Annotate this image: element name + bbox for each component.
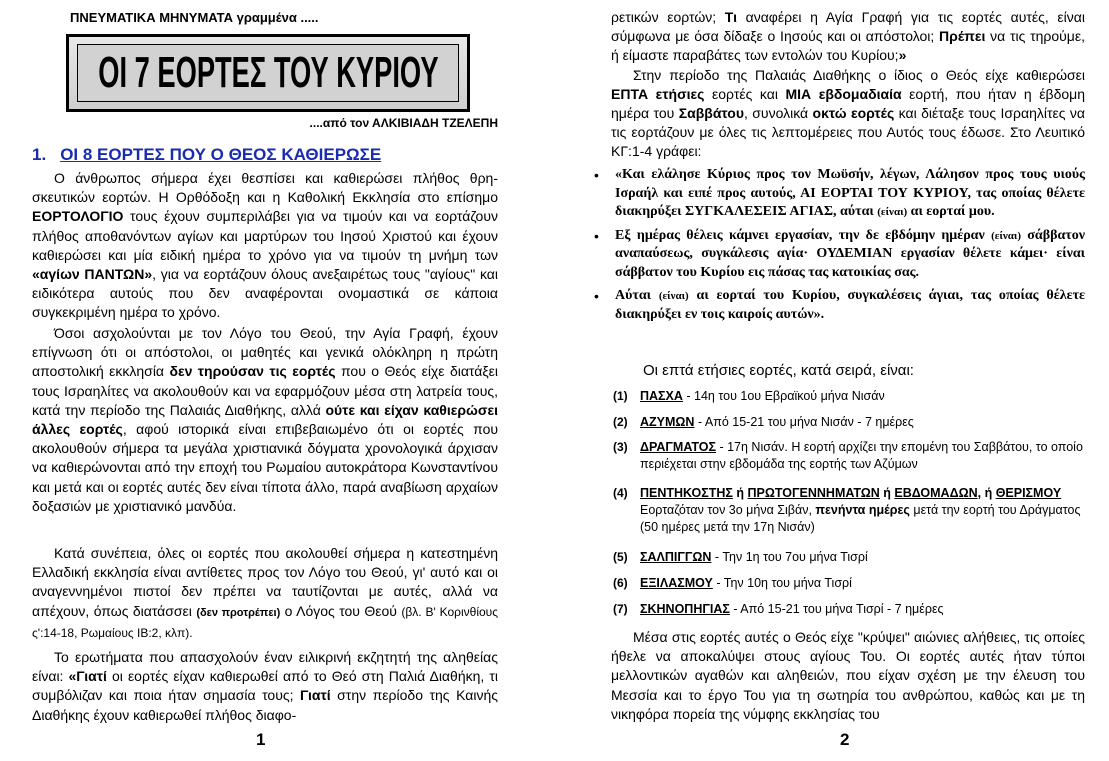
paragraph-1: Ο άνθρωπος σήμερα έχει θεσπίσει και καθιερώσει πλήθος θρησκευτικών εορτών. Η Ορθόδοξη και η Καθολική Εκκλησία στο επίσημο ΕΟΡΤΟΛΟΓΙΟ τους έχουν συμπεριλάβει για να τιμούν και να εορτάζουν πλήθος αποθανόντων αγίων και μαρτύρων του Ιησού Χριστού και έχουν καθιερώσει και μία ειδική ημέρα το χρόνο για να τιμούν τη μνήμη των «αγίων ΠΑΝΤΩΝ», για να εορτάζουν όλους ανεξαιρέτως τους "αγίους" και ειδικότερα αυτούς που δεν αναφέρονται ονομαστικά σε κάποια συγκεκριμένη ημέρα το χρόνο. xyxy=(32,170,499,321)
scripture-quote-2: • Εξ ημέρας θέλεις κάμνει εργασίαν, την δε εβδόμην ημέραν (είναι) σάββατον αναπαύσεως, συγκάλεσις αγία· ΟΥΔΕΜΙΑΝ εργασίαν θέλετε κάμει· είναι σάββατον του Κυρίου εις πάσας τας κατοικίας σας. xyxy=(615,227,1085,283)
section-heading xyxy=(32,145,381,165)
section-title: ΟΙ 8 ΕΟΡΤΕΣ ΠΟΥ Ο ΘΕΟΣ ΚΑΘΙΕΡΩΣΕ xyxy=(60,145,382,164)
feast-desc: - Την 10η του μήνα Τισρί xyxy=(712,576,852,590)
feast-name: ΠΡΩΤΟΓΕΝΝΗΜΑΤΩΝ xyxy=(747,486,880,500)
feast-desc: - 14η του 1ου Εβραϊκού μήνα Νισάν xyxy=(682,389,885,403)
paragraph-5: ρετικών εορτών; Τι αναφέρει η Αγία Γραφή για τις εορτές αυτές, είναι σύμφωνα με όσα δίδαξε ο Ιησούς και οι απόστολοι; Πρέπει να τις τηρούμε, ή είμαστε παραβάτες των εντολών του Κυρίου;» Στην περίοδο της Παλαιάς Διαθήκης ο ίδιος ο Θεός είχε καθιερώσει ΕΠΤΑ ετήσιες εορτές και ΜΙΑ εβδομαδιαία εορτή, που ήταν η έβδομη ημέρα του Σαββάτου, συνολικά οκτώ εορτές και διέταξε τους Ισραηλίτες να τις εορτάζουν με όλες τις λεπτομέρειες που Αυτός τους έδωσε. Στο Λευιτικό ΚΓ:1-4 γράφει: xyxy=(611,9,1086,160)
feast-number: (2) xyxy=(613,415,628,429)
feast-desc-bold: πενήντα ημέρες xyxy=(815,503,910,517)
feast-name: ΠΑΣΧΑ xyxy=(640,389,683,403)
feast-name: ΑΖΥΜΩΝ xyxy=(640,415,695,429)
feast-number: (7) xyxy=(613,602,628,616)
paragraph-4: Το ερωτήματα που απασχολούν έναν ειλικρινή εκζητητή της αληθείας είναι: «Γιατί οι εορτές είχαν καθιερωθεί από το Θεό στη Παλιά Διαθήκη, τι συμβόλιζαν και ποια ήταν σημασία τους; Γιατί στην περίοδο της Καινής Διαθήκης έχουν καθιερωθεί πλήθος διαφο- xyxy=(32,649,498,723)
feast-name: ΣΑΛΠΙΓΓΩΝ xyxy=(640,550,712,564)
page-number-left: 1 xyxy=(256,730,266,749)
feast-separator: ή xyxy=(732,486,748,500)
paragraph-6: Μέσα στις εορτές αυτές ο Θεός είχε "κρύψει" αιώνιες αλήθειες, τις οποίες ήθελε να αποκαλύψει στους αγίους Του. Οι εορτές αυτές ήταν τύποι μελλοντικών αγαθών και αληθειών, που είχαν σχέση με την έλευση του Μεσσία και το έργο Του για τη σωτηρία του ανθρώπου, καθώς και με τη νικηφόρα πορεία της νύμφης εκκλησίας του xyxy=(611,629,1085,722)
feasts-intro: Οι επτά ετήσιες εορτές, κατά σειρά, είναι: xyxy=(643,362,914,379)
feast-desc: Εορταζόταν τον 3ο μήνα Σιβάν, xyxy=(640,503,816,517)
feast-desc: μετά την εορτή του Δράγματος (50 ημέρες μετά την 17η Νισάν) xyxy=(640,503,1081,534)
document-title: ΟΙ 7 ΕΟΡΤΕΣ ΤΟΥ ΚΥΡΙΟΥ xyxy=(97,48,439,97)
left-page xyxy=(0,0,554,761)
scripture-quote-3: • Αύται (είναι) αι εορταί του Κυρίου, συγκαλέσεις άγιαι, τας οποίας θέλετε διακηρύξει εν τοις καιροίς αυτών». xyxy=(615,287,1085,324)
header-series: ΠΝΕΥΜΑΤΙΚΑ ΜΗΝΥΜΑΤΑ γραμμένα ..... xyxy=(70,10,319,25)
title-banner-inner xyxy=(77,44,459,102)
paragraph-2: Όσοι ασχολούνται με τον Λόγο του Θεού, την Αγία Γραφή, έχουν επίγνωση ότι οι απόστολοι, οι μαθητές και γενικά ολόκληρη η πρώτη αποστολική εκκλησία δεν τηρούσαν τις εορτές που ο Θεός είχε διατάξει τους Ισραηλίτες να ακολουθούν και να εφαρμόζουν μέσα στη λατρεία τους, κατά την περίοδο της Παλαιάς Διαθήκης, αλλά ούτε και είχαν καθιερώσει άλλες εορτές, αφού ιστορικά είναι επιβεβαιωμένο ότι οι εορτές που ακολουθούν σήμερα τα μεγάλα χριστιανικά δόγματα χρονολογικά άρχισαν να καθιερώνονται από την εποχή του Ρωμαίου αυτοκράτορα Κωνσταντίνου και μετά και οι εορτές αυτές δεν είναι τίποτα άλλο, παρά αναβίωση αρχαίων δοξασιών με χριστιανικό μανδύα. xyxy=(32,325,499,514)
author-line: ....από τον ΑΛΚΙΒΙΑΔΗ ΤΖΕΛΕΠΗ xyxy=(309,116,498,130)
paragraph-3: Κατά συνέπεια, όλες οι εορτές που ακολουθεί σήμερα η κατεστημένη Ελλαδική εκκλησία είναι αντίθετες προς τον Λόγο του Θεού, γι' αυτό και οι αναγεννημένοι πιστοί δεν πρέπει να ταυτίζονται με αυτές, αλλά να απέχουν, όπως διατάσσει (δεν προτρέπει) ο Λόγος του Θεού (βλ. Β' Κορινθίους ς':14-18, Ρωμαίους ΙΒ:2, κλπ). xyxy=(32,545,499,640)
feast-name: ΕΞΙΛΑΣΜΟΥ xyxy=(640,576,713,590)
feast-name: ΔΡΑΓΜΑΤΟΣ xyxy=(640,440,716,454)
feast-number: (6) xyxy=(613,576,628,590)
feast-number: (1) xyxy=(613,389,628,403)
feast-desc: - 17η Νισάν. Η εορτή αρχίζει την επομένη του Σαββάτου, το οποίο περιέχεται στην εβδομάδα της εορτής των Αζύμων xyxy=(640,440,1083,471)
page-number-right: 2 xyxy=(840,730,850,749)
feast-number: (5) xyxy=(613,550,628,564)
feast-desc: - Την 1η του 7ου μήνα Τισρί xyxy=(711,550,868,564)
feast-name: ΣΚΗΝΟΠΗΓΙΑΣ xyxy=(640,602,730,616)
feast-name: ΘΕΡΙΣΜΟΥ xyxy=(995,486,1062,500)
feast-desc: - Από 15-21 του μήνα Τισρί - 7 ημέρες xyxy=(729,602,944,616)
feast-number: (4) xyxy=(613,486,628,500)
right-page xyxy=(555,0,1109,761)
section-number: 1. xyxy=(32,145,47,164)
feast-name: ΠΕΝΤΗΚΟΣΤΗΣ xyxy=(640,486,733,500)
scripture-quotes xyxy=(615,166,1085,329)
feast-number: (3) xyxy=(613,440,628,454)
feast-name: ΕΒΔΟΜΑΔΩΝ xyxy=(894,486,978,500)
scripture-quote-1: • «Και ελάλησε Κύριος προς τον Μωϋσήν, λέγων, Λάλησον προς τους υιούς Ισραήλ και ειπέ προς αυτούς, ΑΙ ΕΟΡΤΑΙ ΤΟΥ ΚΥΡΙΟΥ, τας οποίας θέλετε διακηρύξει ΣΥΓΚΑΛΕΣΕΙΣ ΑΓΙΑΣ, αύται (είναι) αι εορταί μου. xyxy=(615,166,1085,222)
title-banner xyxy=(66,34,470,112)
feast-desc: - Από 15-21 του μήνα Νισάν - 7 ημέρες xyxy=(694,415,914,429)
feast-separator: ή xyxy=(879,486,895,500)
feast-separator: , ή xyxy=(977,486,996,500)
